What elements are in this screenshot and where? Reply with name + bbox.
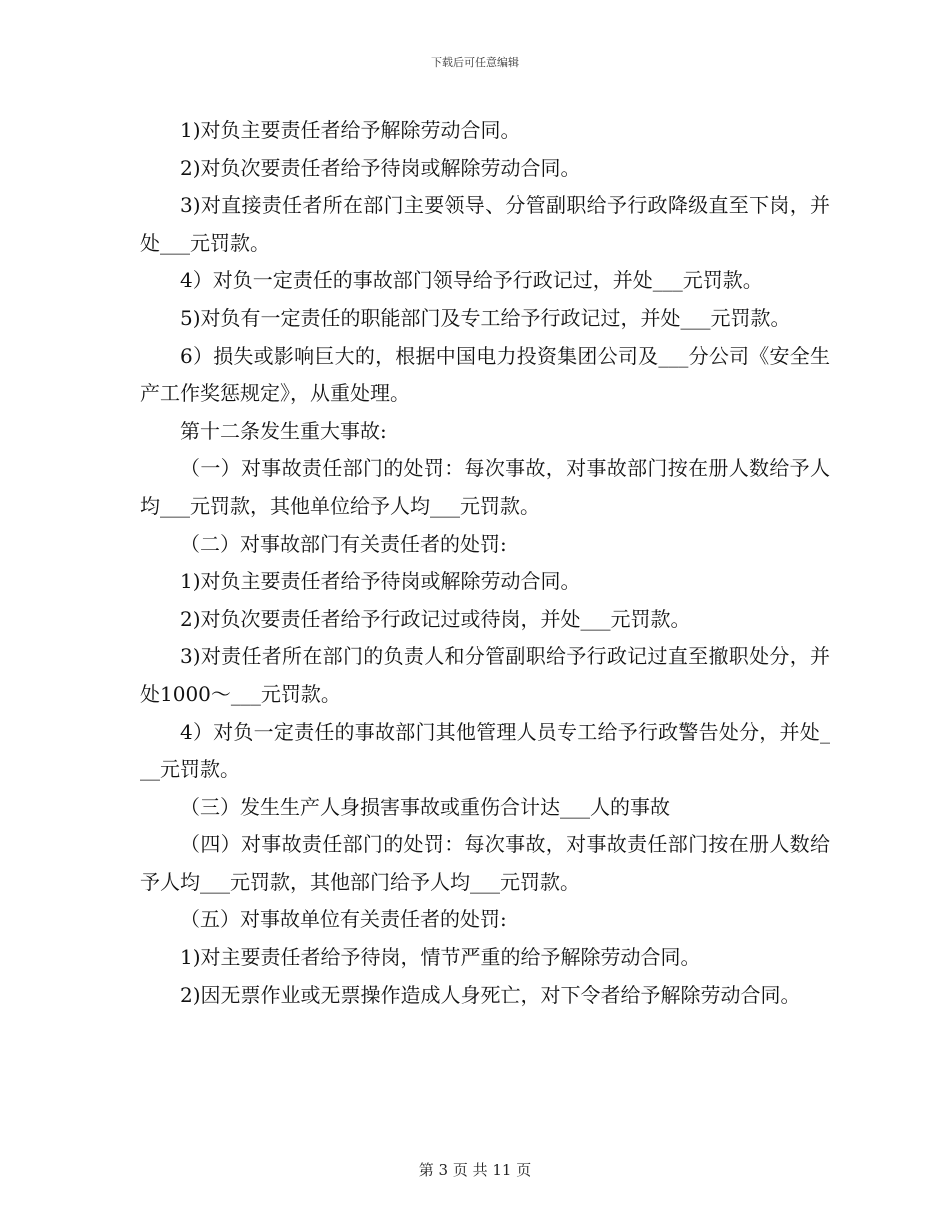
paragraph: （四）对事故责任部门的处罚：每次事故，对事故责任部门按在册人数给予人均___元罚款，其他部门给予人均___元罚款。 xyxy=(140,832,830,894)
paragraph: 4）对负一定责任的事故部门其他管理人员专工给予行政警告处分，并处___元罚款。 xyxy=(140,719,830,782)
paragraph: 4）对负一定责任的事故部门领导给予行政记过，并处___元罚款。 xyxy=(180,268,763,293)
document-body xyxy=(140,112,830,1014)
paragraph: 3)对责任者所在部门的负责人和分管副职给予行政记过直至撤职处分，并处1000～___元罚款。 xyxy=(140,644,830,706)
paragraph: 3)对直接责任者所在部门主要领导、分管副职给予行政降级直至下岗，并处___元罚款。 xyxy=(140,193,830,255)
paragraph: 5)对负有一定责任的职能部门及专工给予行政记过，并处___元罚款。 xyxy=(180,305,791,330)
paragraph: 1)对负主要责任者给予待岗或解除劳动合同。 xyxy=(180,569,581,594)
section-heading: （二）对事故部门有关责任者的处罚: xyxy=(180,531,507,556)
page-number: 第 3 页 共 11 页 xyxy=(418,1161,532,1179)
paragraph: （一）对事故责任部门的处罚：每次事故，对事故部门按在册人数给予人均___元罚款，其他单位给予人均___元罚款。 xyxy=(140,456,830,518)
article-heading: 第十二条发生重大事故: xyxy=(180,418,387,443)
paragraph: 2)因无票作业或无票操作造成人身死亡，对下令者给予解除劳动合同。 xyxy=(180,982,801,1007)
paragraph: 1)对负主要责任者给予解除劳动合同。 xyxy=(180,118,521,142)
paragraph: 2)对负次要责任者给予行政记过或待岗，并处___元罚款。 xyxy=(180,606,691,631)
section-heading: （五）对事故单位有关责任者的处罚: xyxy=(180,907,507,932)
page-header-note: 下载后可任意编辑 xyxy=(431,56,519,69)
paragraph: 6）损失或影响巨大的，根据中国电力投资集团公司及___分公司《安全生产工作奖惩规定》，从重处理。 xyxy=(140,343,830,406)
paragraph: 2)对负次要责任者给予待岗或解除劳动合同。 xyxy=(180,155,581,180)
section-heading: （三）发生生产人身损害事故或重伤合计达___人的事故 xyxy=(180,794,670,819)
paragraph: 1)对主要责任者给予待岗，情节严重的给予解除劳动合同。 xyxy=(180,945,701,970)
